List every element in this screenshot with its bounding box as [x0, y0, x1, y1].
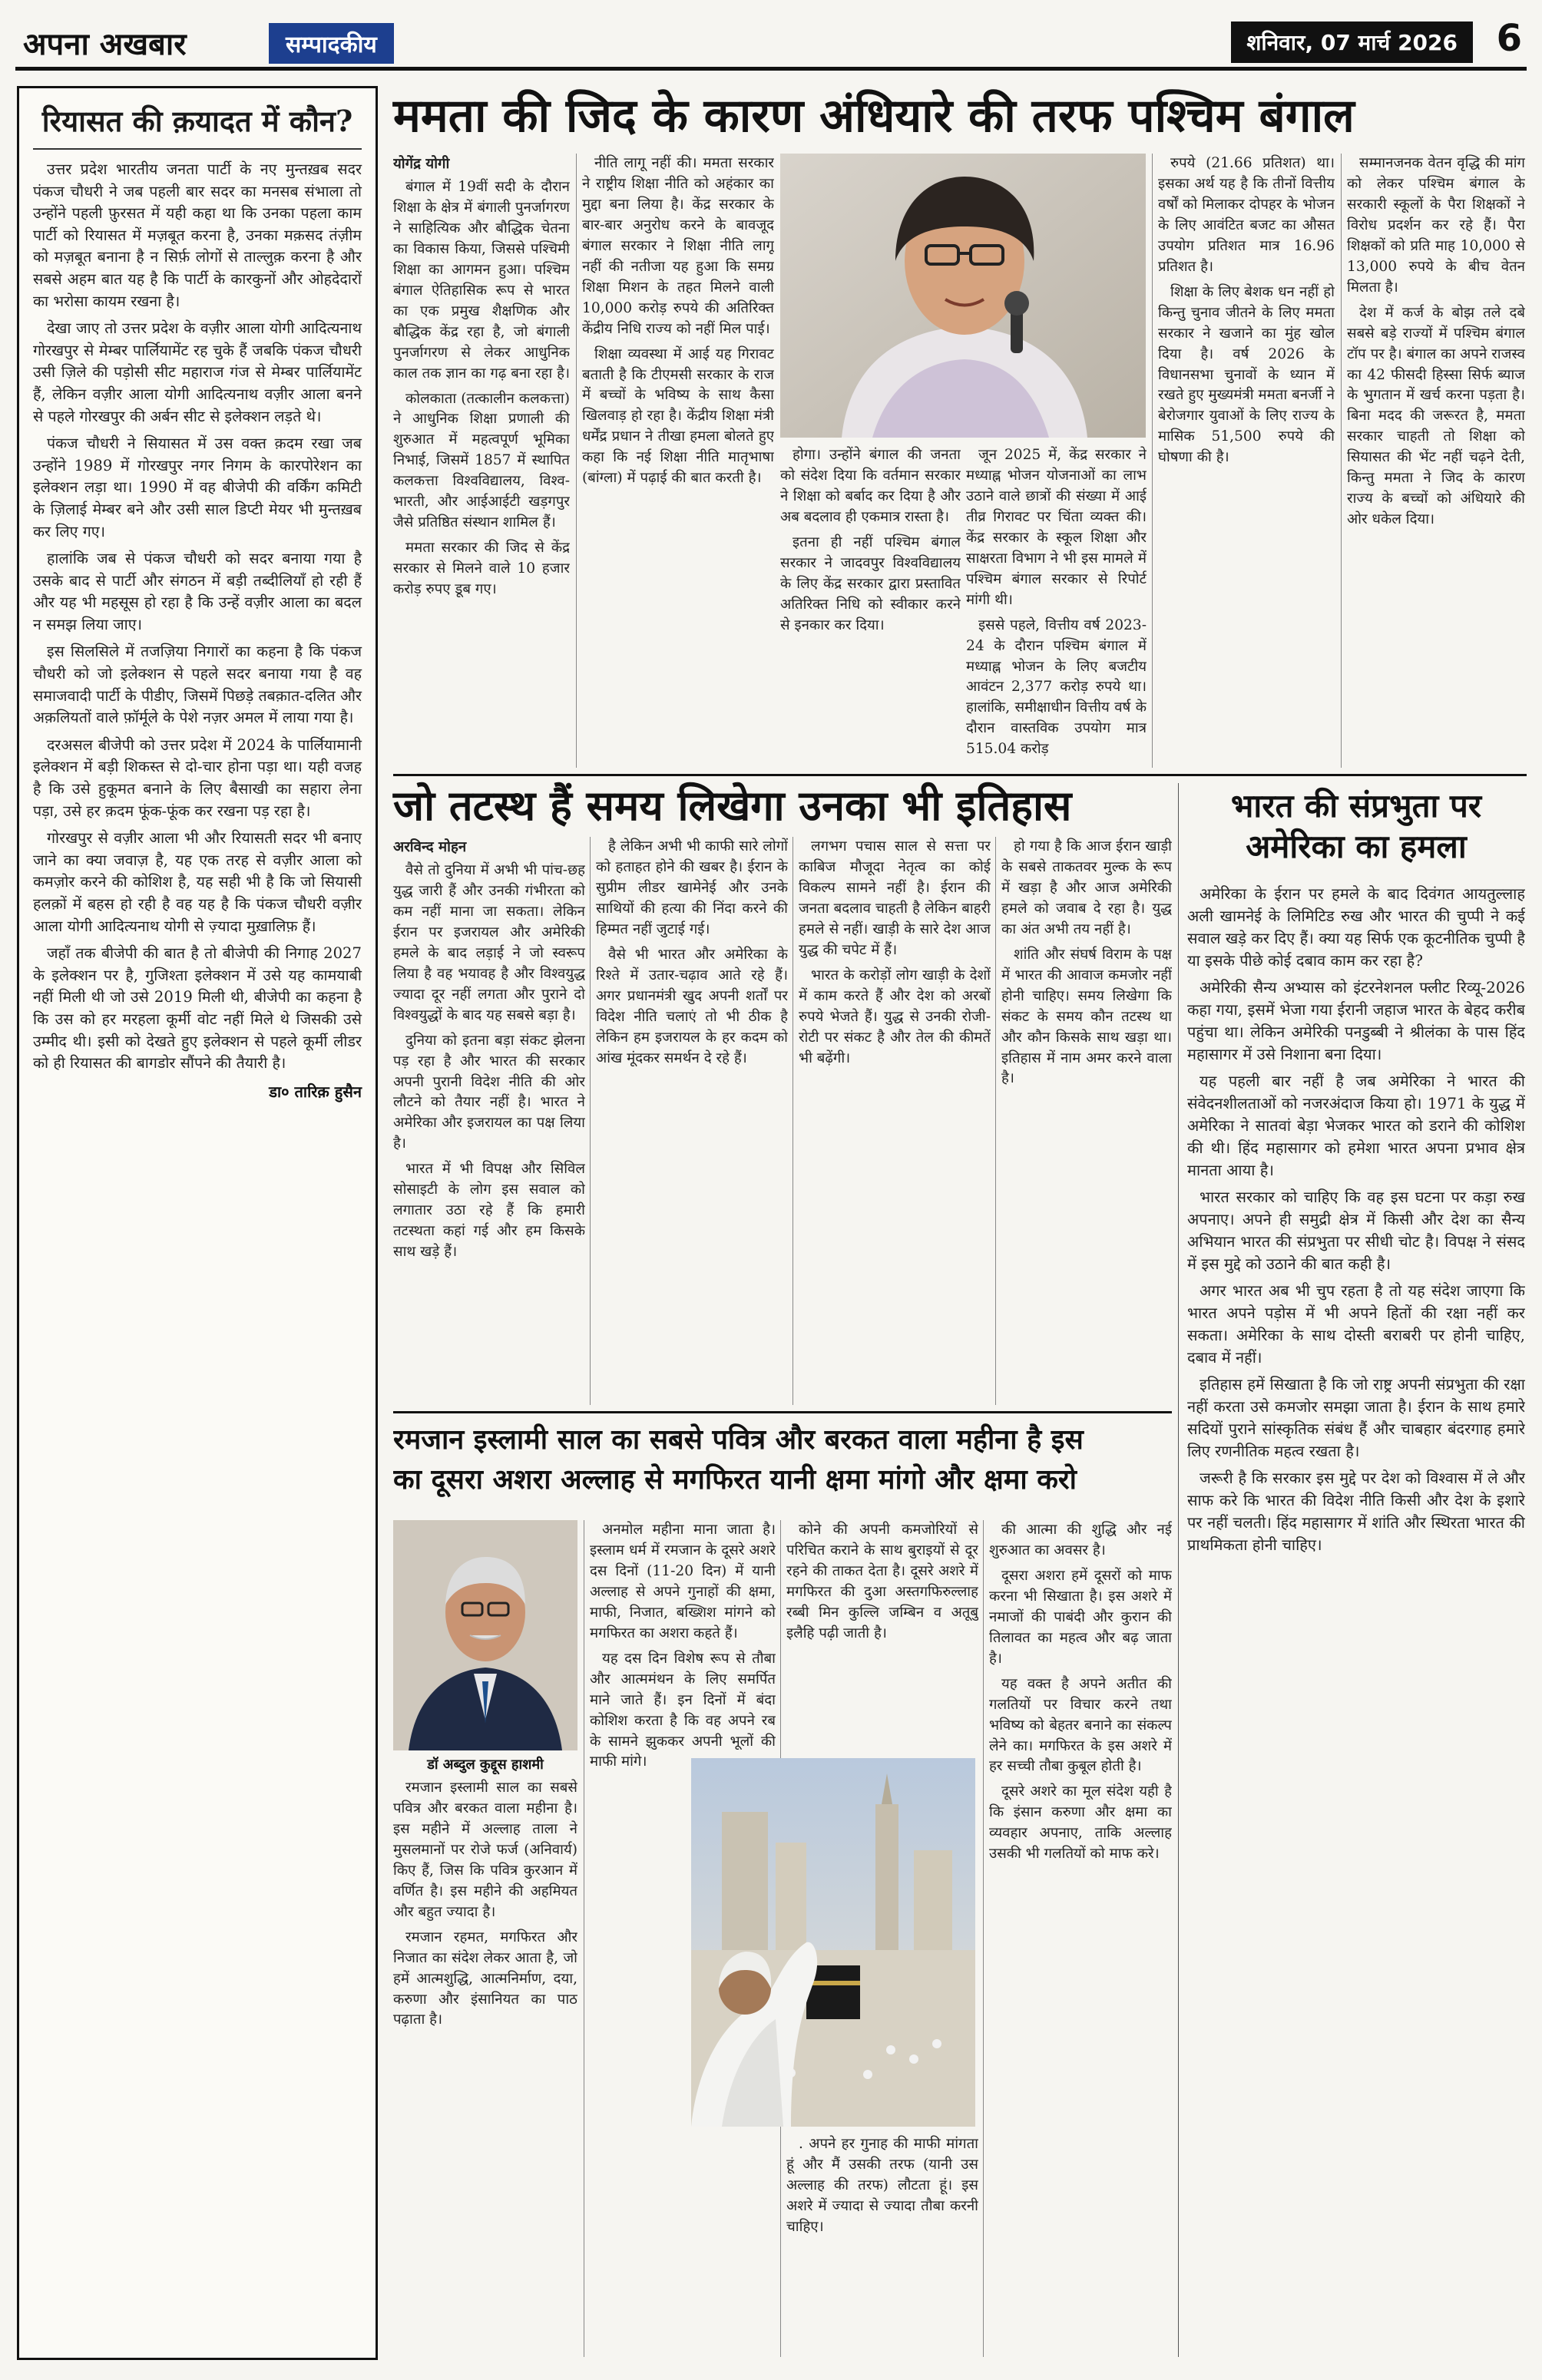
article4-headline-line2: का दूसरा अशरा अल्लाह से मगफिरत यानी क्षमा मांगो और क्षमा करो [393, 1464, 1077, 1496]
article2-headline: जो तटस्थ हैं समय लिखेगा उनका भी इतिहास [393, 782, 1072, 830]
paragraph: की आत्मा की शुद्धि और नई शुरुआत का अवसर है। [989, 1522, 1172, 1559]
paragraph: देखा जाए तो उत्तर प्रदेश के वज़ीर आला योगी आदित्यनाथ गोरखपुर से मेम्बर पार्लियामेंट रह चुके हैं जबकि पंकज चौधरी उसी ज़िले की पड़ोसी सीट महाराज गंज से मेम्बर पार्लियामेंट हैं, लेकिन वज़ीर आला योगी आदित्यनाथ वज़ीर आला बनने से पहले गोरखपुर की अर्बन सीट से इलेक्शन लड़ते थे। [33, 319, 362, 425]
sidebar-byline: डा० तारिक़ हुसैन [269, 1082, 362, 1101]
lead-col-2 [582, 154, 774, 768]
column-divider [576, 154, 577, 768]
paragraph: रमजान इस्लामी साल का सबसे पवित्र और बरकत वाला महीना है। इस महीने में अल्लाह ताला ने मुसलमानों पर रोजे फर्ज (अनिवार्य) किए हैं, जिस कि पवित्र कुरआन में वर्णित है। इस महीने की अहमियत और बहुत ज्यादा है। [393, 1780, 577, 1920]
paragraph: यह पहली बार नहीं है जब अमेरिका ने भारत की संवेदनशीलताओं को नजरअंदाज किया हो। 1971 के युद्ध में अमेरिका ने सातवां बेड़ा भेजकर भारत को डराने की कोशिश की थी। हिंद महासागर को हमेशा भारत अपना प्रभाव क्षेत्र मानता आया है। [1187, 1072, 1525, 1179]
paragraph: भारत में भी विपक्ष और सिविल सोसाइटी के लोग इस सवाल को लगातार उठा रहे हैं कि हमारी तटस्थता कहां गई और हम किसके साथ खड़े हैं। [393, 1161, 585, 1261]
lead-col-6 [1347, 154, 1525, 768]
column-divider [983, 1520, 984, 2357]
paragraph: दुनिया को इतना बड़ा संकट झेलना पड़ रहा है और भारत की सरकार अपनी पुरानी विदेश नीति की ओर लौटने को तैयार नहीं है। भारत ने अमेरिका और इजरायल का पक्ष लिया है। [393, 1032, 585, 1152]
page-number: 6 [1496, 17, 1522, 60]
paragraph: है लेकिन अभी भी काफी सारे लोगों को हताहत होने की खबर है। ईरान के सुप्रीम लीडर खामेनेई और उनके साथियों की हत्या की निंदा करने की हिम्मत नहीं जुटाई गई। [596, 838, 788, 937]
article2-col-3 [799, 837, 991, 1405]
paragraph: जरूरी है कि सरकार इस मुद्दे पर देश को विश्वास में ले और साफ करे कि भारत की विदेश नीति किसी और देश के इशारे पर नहीं चलती। हिंद महासागर में शांति और स्थिरता भारत की प्राथमिकता होनी चाहिए। [1187, 1469, 1525, 1554]
article4-headline [393, 1420, 1172, 1500]
paragraph: जून 2025 में, केंद्र सरकार ने मध्याह्न भोजन योजनाओं का लाभ उठाने वाले छात्रों की संख्या में आई तीव्र गिरावट पर चिंता व्यक्त की। केंद्र सरकार के स्कूल शिक्षा और साक्षरता विभाग ने भी इस मामले में पश्चिम बंगाल सरकार से रिपोर्ट मांगी थी। [966, 447, 1147, 608]
paragraph: रुपये (21.66 प्रतिशत) था। इसका अर्थ यह है कि तीनों वित्तीय वर्षों को मिलाकर दोपहर के भोजन के लिए आवंटित बजट का औसत उपयोग प्रतिशत मात्र 16.96 प्रतिशत है। [1158, 155, 1335, 275]
paragraph: रमजान रहमत, मगफिरत और निजात का संदेश लेकर आता है, जो हमें आत्मशुद्धि, आत्मनिर्माण, दया, करुणा और इंसानियत का पाठ पढ़ाता है। [393, 1929, 577, 2028]
masthead [15, 14, 1527, 71]
paragraph: वैसे भी भारत और अमेरिका के रिश्ते में उतार-चढ़ाव आते रहे हैं। अगर प्रधानमंत्री खुद अपनी शर्तों पर विदेश नीति चलाएं तो भी ठीक है लेकिन हम इजरायल के हर कदम को आंख मूंदकर समर्थन दे रहे हैं। [596, 946, 788, 1066]
paragraph: वैसे तो दुनिया में अभी भी पांच-छह युद्ध जारी हैं और उनकी गंभीरता को कम नहीं माना जा सकता। लेकिन ईरान पर इजरायल और अमेरिकी हमले के बाद लड़ाई ने जो स्वरूप लिया है वह भयावह है और विश्वयुद्ध ज्यादा दूर नहीं लगता और पुराने दो विश्वयुद्धों के बाद यह सबसे बड़ा है। [393, 862, 585, 1023]
author-photo [393, 1520, 577, 1750]
paragraph: इतना ही नहीं पश्चिम बंगाल सरकार ने जादवपुर विश्वविद्यालय के लिए केंद्र सरकार द्वारा प्रस्तावित अतिरिक्त निधि को स्वीकार करने से इनकार कर दिया। [780, 534, 961, 633]
sidebar-article [17, 86, 378, 2360]
paragraph: हालांकि जब से पंकज चौधरी को सदर बनाया गया है उसके बाद से पार्टी और संगठन में बड़ी तब्दीलियाँ हो रही हैं और यह भी महसूस हो रहा है कि उन्हें वज़ीर आला का बदल न समझ लिया जाए। [33, 550, 362, 633]
column-divider [590, 837, 591, 1405]
column-divider [1178, 783, 1179, 2357]
paragraph: हो गया है कि आज ईरान खाड़ी के सबसे ताकतवर मुल्क के रूप में खड़ा है और आज अमेरिकी हमले को जवाब दे रहा है। युद्ध का अंत अभी तय नहीं है। [1001, 838, 1172, 937]
paragraph: कोने की अपनी कमजोरियों से परिचित कराने के साथ बुराइयों से दूर रहने की ताकत देता है। दूसरे अशरे में मगफिरत की दुआ अस्तगफिरुल्लाह रब्बी मिन कुल्लि जम्बिन व अतूबु इलैहि पढ़ी जाती है। [786, 1522, 978, 1641]
author-portrait-image [393, 1520, 577, 1750]
paragraph: लगभग पचास साल से सत्ता पर काबिज मौजूदा नेतृत्व का कोई विकल्प सामने नहीं है। ईरान की जनता बदलाव चाहती है लेकिन बाहरी हमले से नहीं। खाड़ी के सारे देश आज युद्ध की चपेट में हैं। [799, 838, 991, 958]
mamata-photo [780, 154, 1146, 438]
paragraph: शिक्षा के लिए बेशक धन नहीं हो किन्तु चुनाव जीतने के लिए ममता सरकार ने खजाने का मुंह खोल दिया है। वर्ष 2026 के विधानसभा चुनावों के ध्यान में रखते हुए मुख्यमंत्री ममता बनर्जी ने बेरोजगार युवाओं के लिए राज्य के मासिक 51,500 रुपये की घोषणा की है। [1158, 283, 1335, 466]
article2-author: अरविन्द मोहन [393, 839, 467, 855]
paragraph: इससे पहले, वित्तीय वर्ष 2023-24 के दौरान पश्चिम बंगाल में मध्याह्न भोजन के लिए बजटीय आवंटन 2,377 करोड़ रुपये था। हालांकि, समीक्षाधीन वित्तीय वर्ष के दौरान वास्तविक उपयोग मात्र 515.04 करोड़ [966, 616, 1147, 758]
article2-col-1 [393, 837, 585, 1405]
section-divider [393, 1411, 1172, 1413]
author-caption: डॉ अब्दुल कुद्दूस हाशमी [427, 1757, 544, 1773]
paragraph: दूसरे अशरे का मूल संदेश यही है कि इंसान करुणा और क्षमा का व्यवहार अपनाए, ताकि अल्लाह उसकी भी गलतियों को माफ करे। [989, 1783, 1172, 1863]
mecca-photo [691, 1758, 975, 2127]
paragraph: शांति और संघर्ष विराम के पक्ष में भारत की आवाज कमजोर नहीं होनी चाहिए। समय लिखेगा कि संकट के समय कौन तटस्थ था और कौन किसके साथ खड़ा था। इतिहास में नाम अमर करने वाला है। [1001, 946, 1172, 1087]
article4-col-4 [989, 1520, 1172, 2357]
paragraph: अनमोल महीना माना जाता है। इस्लाम धर्म में रमजान के दूसरे अशरे दस दिनों (11-20 दिन) में यानी अल्लाह से अपने गुनाहों की क्षमा, माफी, निजात, बख्शिश मांगने को मगफिरत का अशरा कहते हैं। [590, 1522, 776, 1641]
paragraph: शिक्षा व्यवस्था में आई यह गिरावट बताती है कि टीएमसी सरकार के राज में बच्चों के भविष्य के साथ कैसा खिलवाड़ हो रहा है। केंद्रीय शिक्षा मंत्री धर्मेंद्र प्रधान ने तीखा हमला बोलते हुए कहा कि नई शिक्षा नीति मातृभाषा (बांग्ला) में पढ़ाई की बात करती है। [582, 345, 774, 487]
article3-headline-line1: भारत की संप्रभुता पर [1230, 787, 1482, 825]
lead-col-5 [1158, 154, 1335, 768]
article2-col-4 [1001, 837, 1172, 1405]
article3-headline-line2: अमेरिका का हमला [1246, 827, 1467, 865]
column-divider [1341, 154, 1342, 768]
paragraph: कोलकाता (तत्कालीन कलकत्ता) ने आधुनिक शिक्षा प्रणाली की शुरुआत में महत्वपूर्ण भूमिका निभाई, जिसमें 1857 में स्थापित कलकत्ता विश्वविद्यालय, विश्व-भारती, और आईआईटी खड़गपुर जैसे प्रतिष्ठित संस्थान शामिल हैं। [393, 390, 570, 531]
paragraph: अमेरिका के ईरान पर हमले के बाद दिवंगत आयतुल्लाह अली खामनेई के लिमिटिड रुख और भारत की चुप्पी ने कई सवाल खड़े कर दिए हैं। क्या यह सिर्फ एक कूटनीतिक चुप्पी है या इसके पीछे कोई दबाव काम कर रहा है? [1187, 884, 1525, 970]
lead-col-4 [966, 445, 1147, 768]
article4-col-3b [786, 2134, 978, 2357]
paragraph: देश में कर्ज के बोझ तले दबे सबसे बड़े राज्यों में पश्चिम बंगाल टॉप पर है। बंगाल का अपने राजस्व का 42 फीसदी हिस्सा सिर्फ ब्याज के भुगतान में खर्च करना पड़ता है। बिना मदद की जरूरत है, ममता सरकार चाहती तो शिक्षा को सियासत की भेंट नहीं चढ़ने देती, किन्तु ममता ने जिद के कारण राज्य के बच्चों को अंधियारे की ओर धकेल दिया। [1347, 304, 1525, 528]
article4-headline-line1: रमजान इस्लामी साल का सबसे पवित्र और बरकत वाला महीना है इस [393, 1424, 1084, 1456]
article3-body [1187, 883, 1525, 2357]
paragraph: ममता सरकार की जिद से केंद्र सरकार से मिलने वाले 10 हजार करोड़ रुपए डूब गए। [393, 540, 570, 598]
paragraph: नीति लागू नहीं की। ममता सरकार ने राष्ट्रीय शिक्षा नीति को अहंकार का मुद्दा बना लिया है। केंद्र सरकार के बार-बार अनुरोध करने के बावजूद बंगाल सरकार ने शिक्षा नीति लागू नहीं की नतीजा यह हुआ कि समग्र शिक्षा मिशन के तहत मिलने वाली 10,000 करोड़ रुपये की अतिरिक्त केंद्रीय निधि राज्य को नहीं मिल पाई। [582, 155, 774, 337]
section-divider [393, 774, 1527, 776]
paragraph: पंकज चौधरी ने सियासत में उस वक्त क़दम रखा जब उन्होंने 1989 में गोरखपुर नगर निगम के कारपोरेशन का इलेक्शन लड़ा था। 1990 में वह बीजेपी की वर्किंग कमिटी के ज़िलाई मेम्बर बने और उसी साल डिप्टी मेयर भी मुन्तख़ब कर लिए गए। [33, 435, 362, 540]
paragraph: जहाँ तक बीजेपी की बात है तो बीजेपी की निगाह 2027 के इलेक्शन पर है, गुजिश्ता इलेक्शन में उसे यह कामयाबी नहीं मिली थी जो उसे 2019 मिली थी, बीजेपी का कहना है कि उस को हर मरहला कूर्मी वोट नहीं मिले थे जिसकी उसे उम्मीद थी। इसी को देखते हुए इलेक्शन से पहले कूर्मी लीडर को ही रियासत की बागडोर सौंपने की तैयारी है। [33, 944, 362, 1073]
date-label: शनिवार, 07 मार्च 2026 [1231, 21, 1473, 63]
lead-col-1 [393, 154, 570, 768]
paper-name: अपना अखबार [23, 27, 187, 62]
column-divider [1152, 154, 1153, 768]
column-divider [995, 837, 996, 1405]
sidebar-body [33, 159, 362, 1075]
article4-col-1 [393, 1778, 577, 2357]
article4-col-3 [786, 1520, 978, 1750]
paragraph: भारत सरकार को चाहिए कि वह इस घटना पर कड़ा रुख अपनाए। अपने ही समुद्री क्षेत्र में किसी और देश का सैन्य अभियान भारत की संप्रभुता पर सीधी चोट है। विपक्ष ने संसद में इस मुद्दे को उठाने की बात कही है। [1187, 1188, 1525, 1273]
lead-col-3 [780, 445, 961, 768]
paragraph: यह वक्त है अपने अतीत की गलतियों पर विचार करने तथा भविष्य को बेहतर बनाने का संकल्प लेने का। मगफिरत के इस अशरे में हर सच्ची तौबा कुबूल होती है। [989, 1675, 1172, 1775]
mamata-portrait-image [780, 154, 1146, 438]
mecca-prayer-image [691, 1758, 975, 2127]
paragraph: दूसरा अशरा हमें दूसरों को माफ करना भी सिखाता है। इस अशरे में नमाजों की पाबंदी और कुरान की तिलावत का महत्व और बढ़ जाता है। [989, 1567, 1172, 1667]
paragraph: . अपने हर गुनाह की माफी मांगता हूं और मैं उसकी तरफ (यानी उस अल्लाह की तरफ) लौटता हूं। इस अशरे में ज्यादा से ज्यादा तौबा करनी चाहिए। [786, 2136, 978, 2235]
paragraph: भारत के करोड़ों लोग खाड़ी के देशों में काम करते हैं और देश को अरबों रुपये भेजते हैं। युद्ध से उनकी रोजी-रोटी पर संकट है और तेल की कीमतें भी बढ़ेंगी। [799, 967, 991, 1066]
lead-author: योगेंद्र योगी [393, 156, 450, 172]
paragraph: दरअसल बीजेपी को उत्तर प्रदेश में 2024 के पार्लियामानी इलेक्शन में बड़ी शिकस्त से दो-चार होना पड़ा था। यही वजह है कि उसे हुकूमत बनाने के लिए बैसाखी का सहारा लेना पड़ा, उसे हर क़दम फूंक-फूंक कर रखना पड़ रहा है। [33, 735, 362, 820]
paragraph: अगर भारत अब भी चुप रहता है तो यह संदेश जाएगा कि भारत अपने पड़ोस में भी अपने हितों की रक्षा नहीं कर सकता। अमेरिका के साथ दोस्ती बराबरी पर होनी चाहिए, दबाव में नहीं। [1187, 1281, 1525, 1367]
paragraph: सम्मानजनक वेतन वृद्धि की मांग को लेकर पश्चिम बंगाल के सरकारी स्कूलों के पैरा शिक्षकों ने विरोध प्रदर्शन कर रहे हैं। पैरा शिक्षकों को प्रति माह 10,000 से 13,000 रुपये के बीच वेतन मिलता है। [1347, 155, 1525, 296]
article2-col-2 [596, 837, 788, 1405]
paragraph: अमेरिकी सैन्य अभ्यास को इंटरनेशनल फ्लीट रिव्यू-2026 कहा गया, इसमें भेजा गया ईरानी जहाज भारत के बेहद करीब पहुंचा था। लेकिन अमेरिकी पनडुब्बी ने श्रीलंका के पास हिंद महासागर में उसे निशाना बना दिया। [1187, 978, 1525, 1063]
paragraph: गोरखपुर से वज़ीर आला भी और रियासती सदर भी बनाए जाने का क्या जवाज़ है, यह एक तरह से वज़ीर आला को कमज़ोर करने की कोशिश है, यह सही भी है कि जो सियासी हलक़ों में बहस हो रही है वह यह है कि पंकज चौधरी वज़ीर आला योगी आदित्यनाथ योगी से ज़्यादा मुख़ालिफ़ हैं। [33, 829, 362, 935]
section-tag: सम्पादकीय [269, 23, 394, 64]
paragraph: इस सिलसिले में तजज़िया निगारों का कहना है कि पंकज चौधरी को जो इलेक्शन से पहले सदर बनाया गया है वह समाजवादी पार्टी के पीडीए, जिसमें पिछड़े तबक़ात-दलित और अक़लियतों वाले फ़ॉर्मूले के पेशे नज़र अमल में लाया गया है। [33, 643, 362, 727]
paragraph: उत्तर प्रदेश भारतीय जनता पार्टी के नए मुन्तख़ब सदर पंकज चौधरी ने जब पहली बार सदर का मनसब संभाला तो उन्होंने पहली फ़ुरसत में यही कहा था कि उनका पहला काम पार्टी को रियासत में मज़बूत करना है, उनका मक़सद तंज़ीम को मज़बूत बनाना है न सिर्फ़ लोगों से ताल्लुक़ करना है और सबसे अहम बात यह है कि पार्टी के कारकुनों और ओहदेदारों का भरोसा कायम रखना है। [33, 160, 362, 310]
paragraph: होगा। उन्होंने बंगाल की जनता को संदेश दिया कि वर्तमान सरकार ने शिक्षा को बर्बाद कर दिया है और अब बदलाव ही एकमात्र रास्ता है। [780, 447, 961, 525]
sidebar-title: रियासत की क़यादत में कौन? [33, 101, 362, 150]
paragraph: बंगाल में 19वीं सदी के दौरान शिक्षा के क्षेत्र में बंगाली पुनर्जागरण ने साहित्यिक और बौद्धिक चेतना का विकास किया, जिससे पश्चिमी शिक्षा का आगमन हुआ। पश्चिम बंगाल ऐतिहासिक रूप से भारत का एक प्रमुख शैक्षणिक और बौद्धिक केंद्र रहा है, जो बंगाली पुनर्जागरण से लेकर आधुनिक काल तक ज्ञान का गढ़ बना रहा है। [393, 179, 570, 382]
article3-headline [1186, 786, 1527, 867]
paragraph: इतिहास हमें सिखाता है कि जो राष्ट्र अपनी संप्रभुता की रक्षा नहीं करता उसे कमजोर समझा जाता है। ईरान के साथ हमारे सदियों पुराने सांस्कृतिक संबंध हैं और चाबहार बंदरगाह हमारे लिए रणनीतिक महत्व रखता है। [1187, 1375, 1525, 1460]
paragraph: यह दस दिन विशेष रूप से तौबा और आत्ममंथन के लिए समर्पित माने जाते हैं। इन दिनों में बंदा कोशिश करता है कि वह अपने रब के सामने झुककर अपनी भूलों की माफी मांगे। [590, 1650, 776, 1770]
lead-headline: ममता की जिद के कारण अंधियारे की तरफ पश्चिम बंगाल [393, 89, 1355, 143]
